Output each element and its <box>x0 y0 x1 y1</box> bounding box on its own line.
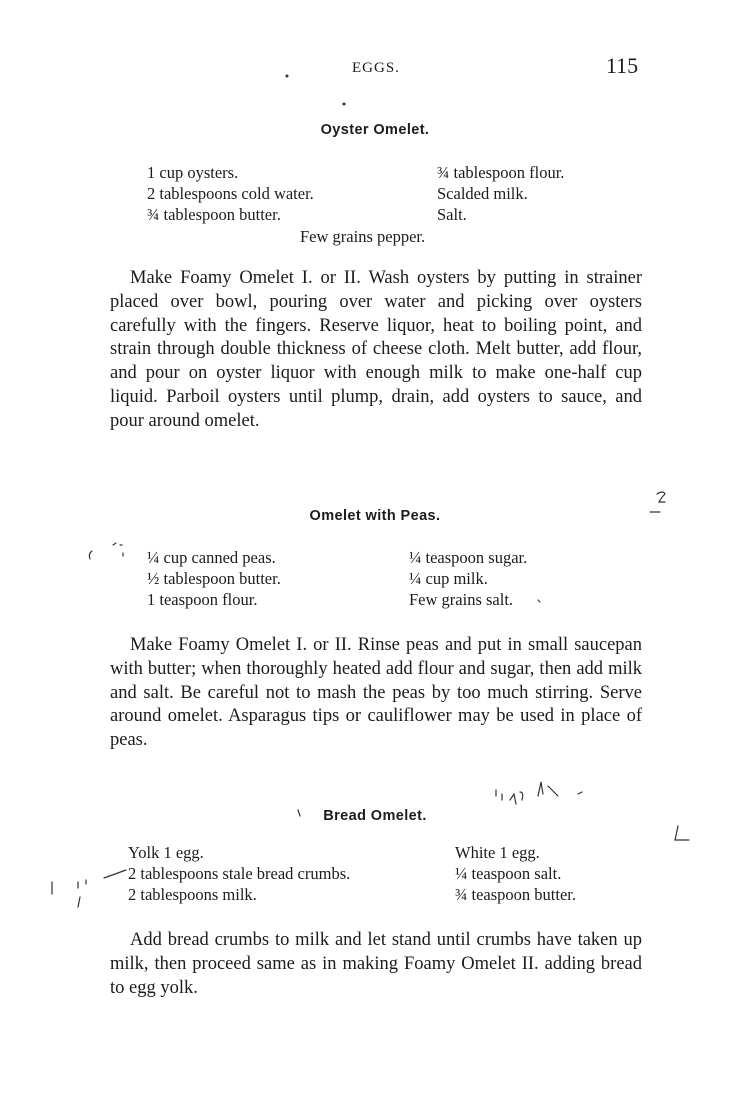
pencil-mark <box>78 880 86 907</box>
ingredient: Few grains pepper. <box>300 227 426 246</box>
ingredient: Yolk 1 egg. <box>128 843 204 862</box>
ingredient: 2 tablespoons milk. <box>128 885 257 904</box>
running-head: EGGS. <box>352 60 400 76</box>
ingredient: Few grains salt. <box>409 590 514 609</box>
ingredient: Salt. <box>437 205 467 224</box>
recipe-directions-text: Make Foamy Omelet I. or II. Wash oysters by putting in strainer placed over bowl, pouring over water and picking over oysters carefully with the fingers. Reserve liquor, heat to boiling point, and strain through double thickness of cheese cloth. Melt butter, add flour, and pour on oyster liquor with enough milk to make one-half cup liquid. Parboil oysters until plump, drain, add oysters to sauce, and pour around omelet. <box>110 268 642 431</box>
ingredient: 2 tablespoons cold water. <box>147 184 314 203</box>
ingredient: 1 cup oysters. <box>147 163 239 182</box>
recipe-directions-text: Make Foamy Omelet I. or II. Rinse peas and put in small saucepan with butter; when thoroughly heated add flour and sugar, then add milk and salt. Be careful not to mash the peas by too much stirring. Serve around omelet. Asparagus tips or cauliflower may be used in place of peas. <box>110 635 642 751</box>
ingredient: 1 teaspoon flour. <box>147 590 258 609</box>
ingredient: 2 tablespoons stale bread crumbs. <box>128 864 351 883</box>
speck <box>343 103 345 105</box>
ingredient: ½ tablespoon butter. <box>147 569 281 588</box>
pencil-mark <box>496 782 582 804</box>
ingredient: ¼ teaspoon sugar. <box>409 548 528 567</box>
ingredient: ¾ tablespoon butter. <box>147 205 281 224</box>
pencil-mark <box>675 826 689 840</box>
ingredient: ¼ teaspoon salt. <box>455 864 562 883</box>
ingredient: ¾ teaspoon butter. <box>455 885 576 904</box>
recipe-title: Bread Omelet. <box>323 808 427 824</box>
ingredient: ¼ cup canned peas. <box>147 548 276 567</box>
pencil-mark <box>657 492 665 502</box>
ingredient: White 1 egg. <box>455 843 540 862</box>
pencil-mark <box>538 600 540 602</box>
ingredient: ¼ cup milk. <box>409 569 488 588</box>
recipe-directions-text: Add bread crumbs to milk and let stand until crumbs have taken up milk, then proceed same as in making Foamy Omelet II. adding bread to egg yolk. <box>110 930 642 998</box>
recipe-title: Omelet with Peas. <box>309 508 441 524</box>
pencil-mark <box>104 870 126 878</box>
ingredient: ¾ tablespoon flour. <box>437 163 565 182</box>
pencil-mark <box>298 810 300 816</box>
speck <box>286 75 288 77</box>
pencil-mark <box>113 543 123 556</box>
ingredient: Scalded milk. <box>437 184 528 203</box>
page-number: 115 <box>606 53 639 78</box>
recipe-title: Oyster Omelet. <box>320 122 430 138</box>
pencil-mark <box>89 551 92 559</box>
